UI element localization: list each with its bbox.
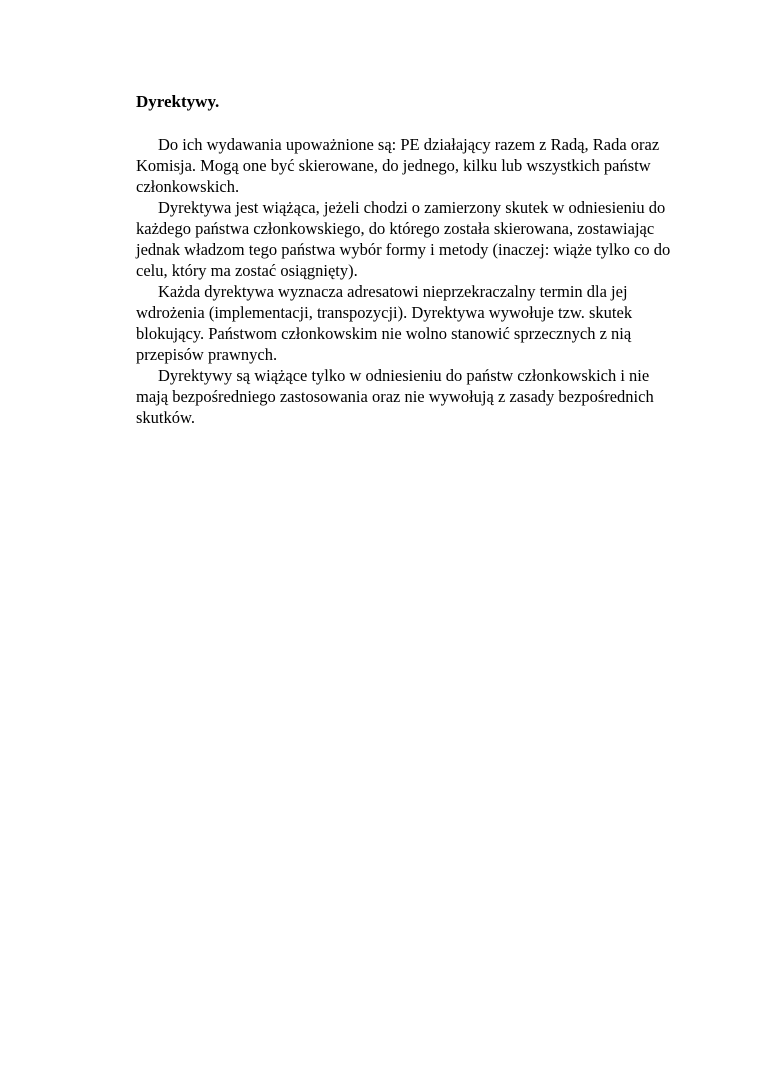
paragraph-3: Każda dyrektywa wyznacza adresatowi nieprzekraczalny termin dla jej wdrożenia (implementacji, transpozycji). Dyrektywa wywołuje tzw. skutek blokujący. Państwom członkowskim nie wolno stanowić sprzecznych z nią przepisów prawnych. <box>136 282 633 364</box>
paragraph-2: Dyrektywa jest wiążąca, jeżeli chodzi o zamierzony skutek w odniesieniu do każdego państwa członkowskiego, do którego została skierowana, zostawiając jednak władzom tego państwa wybór formy i metody (inaczej: wiąże tylko co do celu, który ma zostać osiągnięty). <box>136 198 671 280</box>
paragraph-1: Do ich wydawania upoważnione są: PE działający razem z Radą, Rada oraz Komisja. Mogą one być skierowane, do jednego, kilku lub wszystkich państw członkowskich. <box>136 135 660 196</box>
section-heading: Dyrektywy. <box>136 92 220 111</box>
paragraph-4: Dyrektywy są wiążące tylko w odniesieniu do państw członkowskich i nie mają bezpośredniego zastosowania oraz nie wywołują z zasady bezpośrednich skutków. <box>136 366 654 427</box>
document-body <box>136 92 676 428</box>
